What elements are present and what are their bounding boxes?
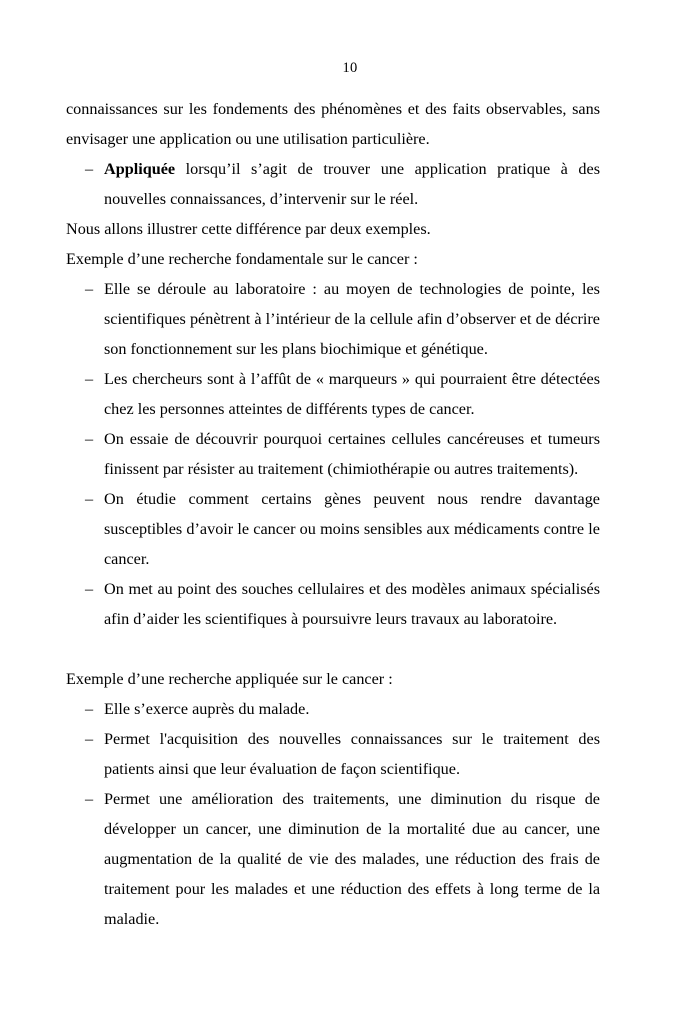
heading-applied-example: Exemple d’une recherche appliquée sur le cancer : — [66, 670, 393, 688]
list-item-appliquee — [66, 154, 600, 214]
dash-bullet-icon: – — [85, 790, 94, 808]
list-item-text: On essaie de découvrir pourquoi certaines cellules cancéreuses et tumeurs finissent par résister au traitement (chimiothérapie ou autres traitements). — [104, 430, 600, 478]
dash-bullet-icon: – — [85, 160, 94, 178]
continuation-paragraph: connaissances sur les fondements des phénomènes et des faits observables, sans envisager une application ou une utilisation particulière. — [66, 100, 600, 148]
list-item-remainder: lorsqu’il s’agit de trouver une application pratique à des nouvelles connaissances, d’intervenir sur le réel. — [104, 160, 600, 208]
document-body — [66, 94, 600, 934]
dash-bullet-icon: – — [85, 370, 94, 388]
list-item — [66, 784, 600, 934]
list-item-text: On met au point des souches cellulaires et des modèles animaux spécialisés afin d’aider les scientifiques à poursuivre leurs travaux au laboratoire. — [104, 580, 600, 628]
list-item-text — [104, 154, 600, 214]
dash-bullet-icon: – — [85, 730, 94, 748]
list-item-text: Les chercheurs sont à l’affût de « marqueurs » qui pourraient être détectées chez les personnes atteintes de différents types de cancer. — [104, 370, 600, 418]
dash-bullet-icon: – — [85, 490, 94, 508]
list-item-text: On étudie comment certains gènes peuvent nous rendre davantage susceptibles d’avoir le cancer ou moins sensibles aux médicaments contre le cancer. — [104, 490, 600, 568]
list-item — [66, 574, 600, 634]
heading-fundamental-example: Exemple d’une recherche fondamentale sur le cancer : — [66, 250, 418, 268]
dash-bullet-icon: – — [85, 580, 94, 598]
list-item-text: Permet l'acquisition des nouvelles connaissances sur le traitement des patients ainsi que leur évaluation de façon scientifique. — [104, 730, 600, 778]
list-item — [66, 364, 600, 424]
intro-line-illustration: Nous allons illustrer cette différence par deux exemples. — [66, 220, 431, 238]
bold-term-appliquee: Appliquée — [104, 160, 176, 178]
list-item — [66, 694, 600, 724]
list-item-text: Permet une amélioration des traitements, une diminution du risque de développer un cancer, une diminution de la mortalité due au cancer, une augmentation de la qualité de vie des malades, une réduction des frais de traitement pour les malades et une réduction des effets à long terme de la maladie. — [104, 790, 600, 928]
list-item — [66, 484, 600, 574]
list-item-text: Elle s’exerce auprès du malade. — [104, 700, 310, 718]
list-item — [66, 274, 600, 364]
list-item — [66, 424, 600, 484]
page-number: 10 — [342, 60, 358, 76]
dash-bullet-icon: – — [85, 430, 94, 448]
dash-bullet-icon: – — [85, 280, 94, 298]
list-item — [66, 724, 600, 784]
section-spacer — [66, 634, 600, 664]
list-item-text: Elle se déroule au laboratoire : au moyen de technologies de pointe, les scientifiques pénètrent à l’intérieur de la cellule afin d’observer et de décrire son fonctionnement sur les plans biochimique et génétique. — [104, 280, 600, 358]
dash-bullet-icon: – — [85, 700, 94, 718]
